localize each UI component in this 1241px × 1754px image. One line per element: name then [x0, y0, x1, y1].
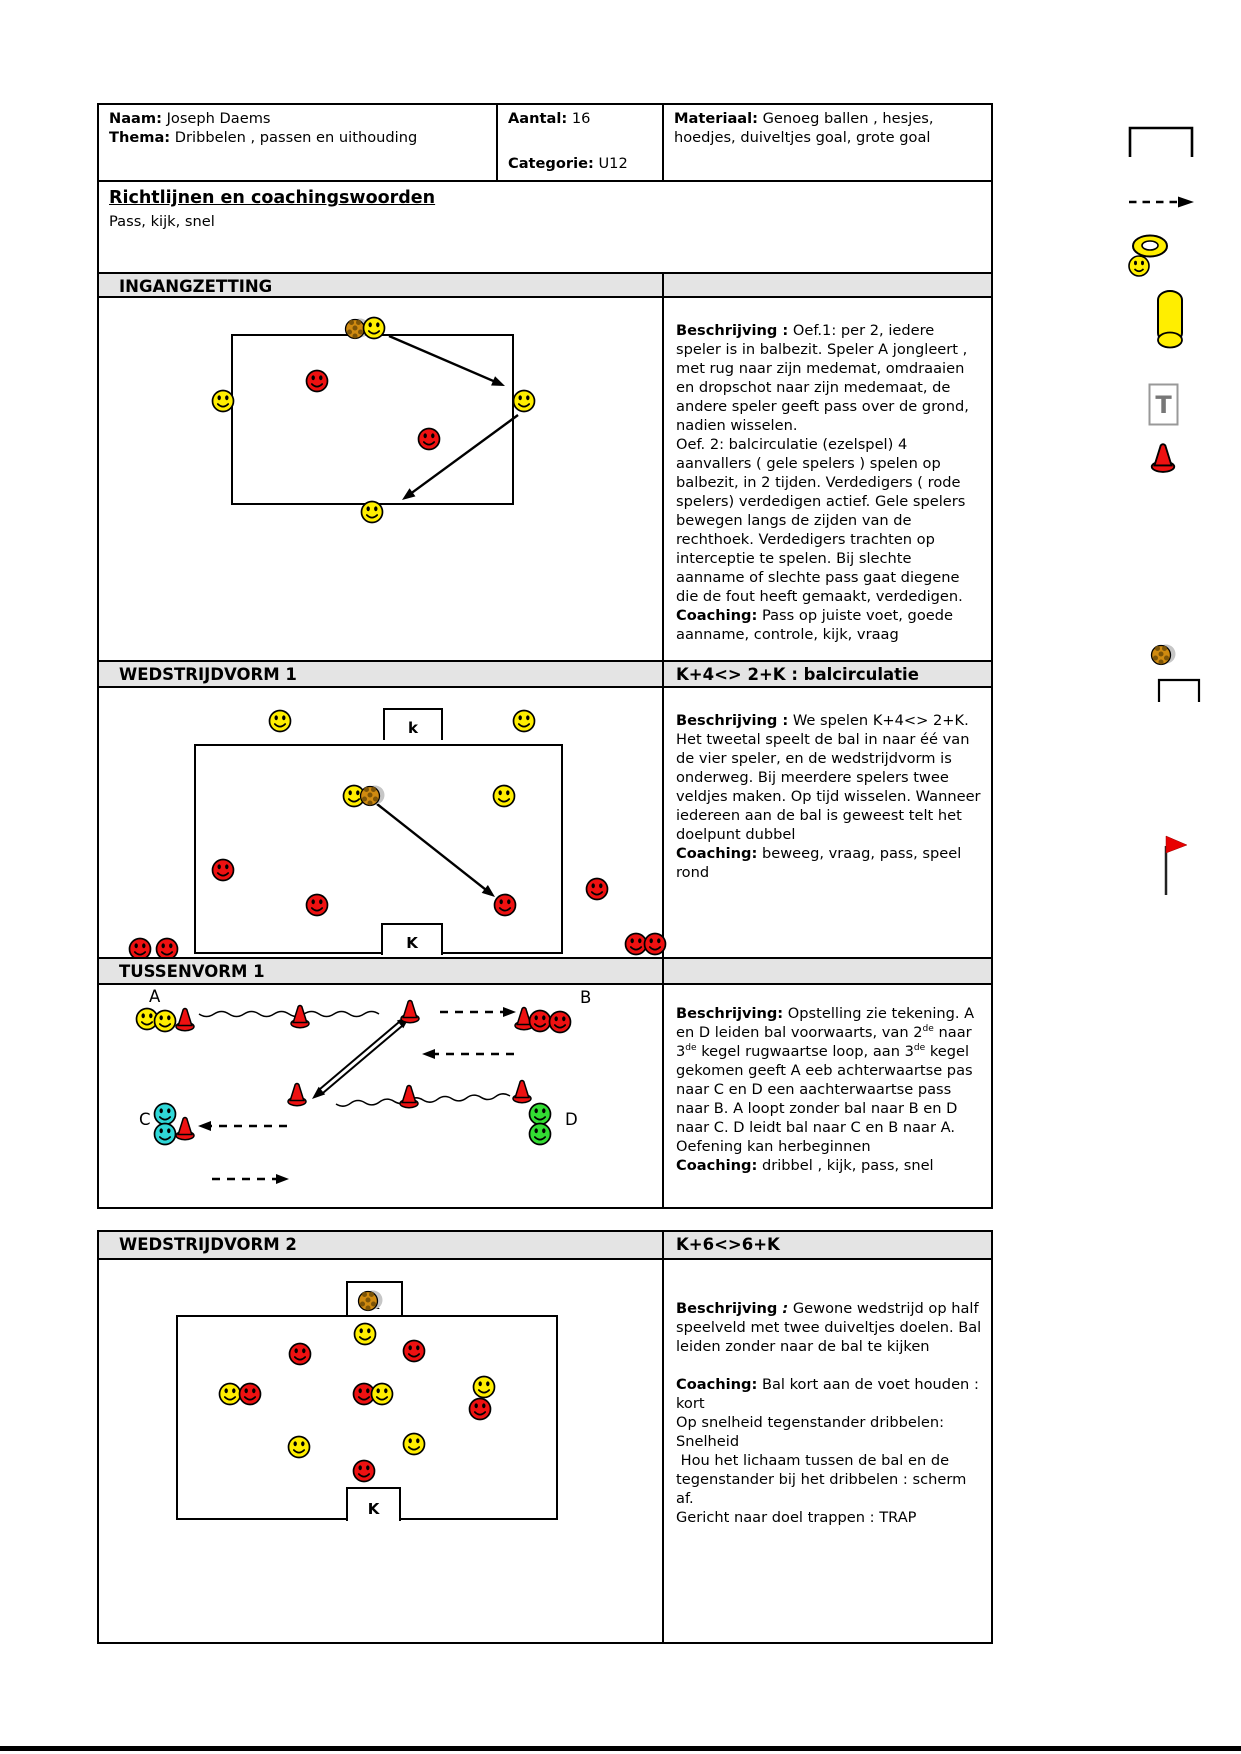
cone	[401, 1001, 419, 1023]
exercise-diagram	[99, 688, 662, 959]
player-yellow	[364, 318, 385, 339]
dashed-arrow-icon	[1128, 194, 1196, 216]
page-bottom-rule	[0, 1746, 1241, 1751]
dashed-arrow	[422, 1049, 514, 1059]
point-label-C: C	[139, 1110, 151, 1129]
info-cell-materiaal	[662, 105, 991, 180]
player-yellow	[362, 502, 383, 523]
section-title: TUSSENVORM 1	[119, 962, 265, 981]
thema-line	[109, 129, 486, 148]
section-header-ingangzetting	[99, 272, 991, 296]
player-yellow	[372, 1384, 393, 1405]
player-yellow	[494, 786, 515, 807]
naam-line	[109, 110, 486, 129]
diagram-wedstrijdvorm-2	[99, 1260, 662, 1642]
section-content-wedstrijdvorm-1	[99, 686, 991, 957]
dribble-line	[336, 1094, 510, 1106]
categorie-label: Categorie:	[508, 154, 594, 172]
aantal-label: Aantal:	[508, 110, 568, 127]
section-subtitle: K+6<>6+K	[662, 1232, 991, 1258]
paragraph: Beschrijving: Opstelling zie tekening. A en D leiden bal voorwaarts, van 2de naar 3de kegel rugwaartse loop, aan 3de kegel gekomen geeft A eeb achterwaartse pas naar C en D een aachterwaartse pass naar B. A loopt zonder bal naar B en D naar C. D leidt bal naar C en B naar A. Oefening kan herbeginnen	[676, 1005, 975, 1155]
point-label-A: A	[149, 987, 161, 1006]
cone	[176, 1009, 194, 1031]
thema-value: Dribbelen , passen en uithouding	[174, 128, 418, 146]
player-red	[530, 1011, 551, 1032]
section-subtitle: K+4<> 2+K : balcirculatie	[662, 662, 991, 686]
dashed-arrow	[198, 1121, 287, 1131]
player-yellow	[474, 1377, 495, 1398]
paragraph: Beschrijving : Gewone wedstrijd op half speelveld met twee duiveltjes doelen. Bal leiden zonder naar de bal te kijken	[676, 1300, 982, 1355]
cone	[288, 1084, 306, 1106]
paragraph: Oef. 2: balcirculatie (ezelspel) 4 aanvallers ( gele spelers ) spelen op balbezit, in 2 tijden. Verdedigers ( rode spelers) verdedigen actief. Gele spelers bewegen langs de zijden van de rechthoek. Verdedigers trachten op interceptie te spelen. Bij slechte aanname of slechte pass gaat diegene die de fout heeft gemaakt, verdedigen.	[676, 435, 966, 605]
section-content-wedstrijdvorm-2	[99, 1258, 991, 1642]
richtlijnen-title: Richtlijnen en coachingswoorden	[109, 188, 436, 208]
paragraph: Coaching: Bal kort aan de voet houden : kort	[676, 1375, 979, 1412]
section-header-tussenvorm-1	[99, 957, 991, 983]
aantal-line	[508, 110, 652, 129]
paragraph: Gericht naar doel trappen : TRAP	[676, 1508, 917, 1526]
exercise-diagram	[99, 298, 662, 662]
diagram-wedstrijdvorm-1	[99, 688, 662, 957]
player-cyan	[155, 1124, 176, 1145]
section-header-wedstrijdvorm-2	[99, 1232, 991, 1258]
richtlijnen-row	[99, 180, 991, 272]
aantal-value: 16	[571, 110, 591, 127]
section-subtitle	[662, 274, 991, 296]
cone	[513, 1081, 531, 1103]
player-red	[240, 1384, 261, 1405]
field	[232, 335, 513, 504]
goal-label: k	[408, 719, 418, 737]
section-title: INGANGZETTING	[119, 277, 273, 296]
cone	[400, 1086, 418, 1108]
info-cell-aantal-categorie	[496, 105, 662, 180]
exercise-diagram	[99, 1260, 662, 1644]
paragraph: Coaching: Pass op juiste voet, goede aanname, controle, kijk, vraag	[676, 606, 953, 643]
paragraph	[676, 1357, 983, 1376]
player-yellow	[220, 1384, 241, 1405]
player-yellow	[270, 711, 291, 732]
halo-player-icon	[1124, 232, 1170, 286]
thema-label: Thema:	[109, 128, 171, 146]
paragraph: Hou het lichaam tussen de bal en de tegenstander bij het dribbelen : scherm af.	[676, 1451, 967, 1507]
section-content-ingangzetting	[99, 296, 991, 660]
section-subtitle	[662, 959, 991, 983]
categorie-line	[508, 155, 652, 174]
paragraph: Beschrijving : Oef.1: per 2, iedere speler is in balbezit. Speler A jongleert , met rug naar zijn medemat, omdraaien en dropschot naar zijn medemaat, de andere speler geeft pass over de grond, nadien wisselen.	[676, 322, 969, 434]
player-green	[530, 1104, 551, 1125]
section-header-wedstrijdvorm-1	[99, 660, 991, 686]
materiaal-value: Genoeg ballen , hesjes, hoedjes, duiveltjes goal, grote goal	[674, 110, 934, 146]
ball-icon	[1148, 641, 1176, 675]
exercise-diagram	[99, 985, 662, 1209]
solid-arrow	[377, 804, 495, 897]
player-green	[530, 1124, 551, 1145]
goal-label: K	[406, 934, 418, 952]
goal	[382, 924, 442, 955]
corner-flag-icon	[1160, 834, 1190, 903]
svg-text:T: T	[1155, 391, 1172, 419]
player-yellow	[514, 391, 535, 412]
dashed-arrow	[212, 1174, 289, 1184]
solid-arrow	[389, 336, 505, 386]
player-red	[213, 860, 234, 881]
description-ingangzetting	[662, 298, 991, 660]
diagram-ingangzetting	[99, 298, 662, 660]
plan-table-2	[97, 1230, 993, 1644]
goal-icon	[1128, 126, 1194, 165]
player-cyan	[155, 1104, 176, 1125]
point-label-D: D	[565, 1110, 578, 1129]
materiaal-label: Materiaal:	[674, 110, 758, 127]
player-yellow	[289, 1437, 310, 1458]
paragraph: Op snelheid tegenstander dribbelen: Snelheid	[676, 1413, 945, 1450]
categorie-value: U12	[598, 154, 628, 172]
field	[195, 745, 562, 953]
description-wedstrijdvorm-2	[662, 1260, 991, 1642]
player-red	[626, 934, 647, 955]
player-red	[307, 371, 328, 392]
t-card-icon	[1148, 383, 1179, 432]
section-content-tussenvorm-1	[99, 983, 991, 1207]
player-red	[470, 1399, 491, 1420]
plan-table	[97, 103, 993, 1209]
player-yellow	[404, 1434, 425, 1455]
cylinder-icon	[1155, 288, 1187, 360]
dribble-line	[199, 1012, 379, 1017]
diagram-tussenvorm-1	[99, 985, 662, 1207]
description-wedstrijdvorm-1	[662, 688, 991, 957]
mini-goal-icon	[1157, 678, 1203, 710]
player-red	[290, 1344, 311, 1365]
naam-value: Joseph Daems	[166, 110, 271, 127]
double-arrow	[312, 1016, 410, 1099]
cone-icon	[1146, 440, 1180, 480]
description-tussenvorm-1	[662, 985, 991, 1207]
player-red	[419, 429, 440, 450]
section-title: WEDSTRIJDVORM 2	[119, 1235, 297, 1254]
cone	[176, 1118, 194, 1140]
player-red	[550, 1012, 571, 1033]
richtlijnen-words: Pass, kijk, snel	[109, 212, 215, 230]
player-red	[495, 895, 516, 916]
goal	[384, 709, 442, 740]
info-row	[99, 105, 991, 180]
paragraph: Coaching: dribbel , kijk, pass, snel	[676, 1156, 934, 1174]
dashed-arrow	[440, 1007, 516, 1017]
ball	[361, 786, 385, 806]
player-yellow	[355, 1324, 376, 1345]
solid-arrow	[402, 415, 518, 500]
goal	[347, 1488, 400, 1521]
player-yellow	[155, 1011, 176, 1032]
info-cell-naam-thema	[99, 105, 496, 180]
player-red	[404, 1341, 425, 1362]
section-title: WEDSTRIJDVORM 1	[119, 665, 297, 684]
player-yellow	[514, 711, 535, 732]
paragraph: Coaching: beweeg, vraag, pass, speel rond	[676, 844, 962, 881]
goal-label: K	[367, 1500, 380, 1518]
paragraph: Beschrijving : We spelen K+4<> 2+K. Het tweetal speelt de bal in naar éé van de vier speler, en de wedstrijdvorm is onderweg. Bij meerdere spelers twee veldjes maken. Op tijd wisselen. Wanneer iedereen aan de bal is geweest telt het doelpunt dubbel	[676, 712, 981, 843]
player-yellow	[213, 391, 234, 412]
player-red	[354, 1461, 375, 1482]
naam-label: Naam:	[109, 110, 162, 127]
point-label-B: B	[580, 988, 592, 1007]
player-red	[307, 895, 328, 916]
player-red	[645, 934, 666, 955]
player-red	[587, 879, 608, 900]
